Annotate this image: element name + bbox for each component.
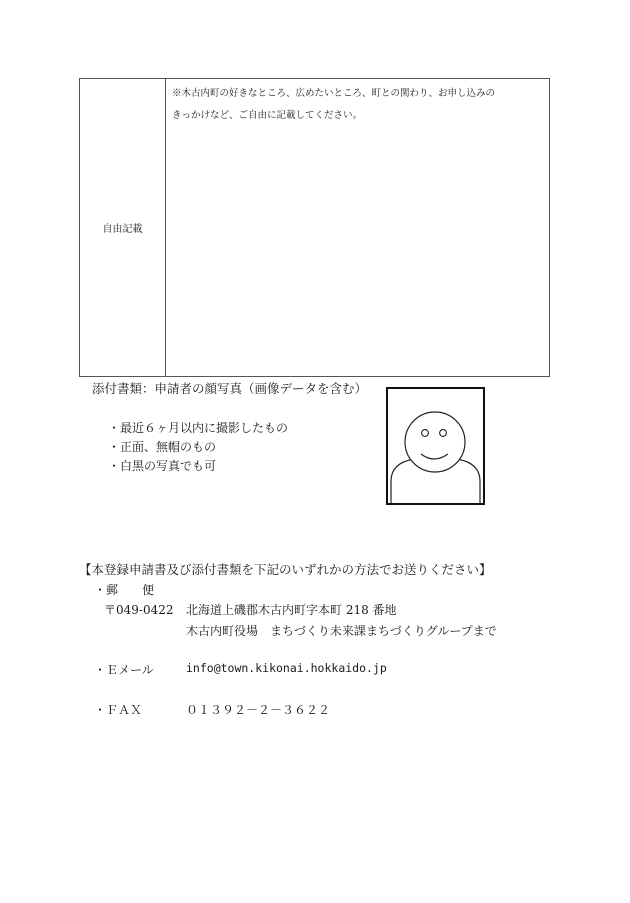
attachment-requirement-item: ・正面、無帽のもの bbox=[108, 440, 217, 454]
face-silhouette-icon bbox=[388, 389, 483, 503]
face-photo-placeholder bbox=[386, 387, 485, 505]
attachment-requirement-item: ・最近６ヶ月以内に撮影したもの bbox=[108, 421, 289, 435]
fax-number: ０１３９２－２－３６２２ bbox=[186, 703, 331, 717]
free-entry-hint-line1: ※木古内町の好きなところ、広めたいところ、町との関わり、お申し込みの bbox=[172, 88, 496, 99]
email-label: ・Ｅメール bbox=[94, 663, 154, 677]
free-entry-label-cell bbox=[80, 79, 166, 376]
email-address-link[interactable]: info@town.kikonai.hokkaido.jp bbox=[186, 661, 387, 675]
address-line2: 木古内町役場 まちづくり未来課まちづくりグループまで bbox=[186, 624, 497, 638]
free-entry-table bbox=[79, 78, 550, 377]
attachment-heading: 添付書類：申請者の顔写真（画像データを含む） bbox=[92, 381, 368, 396]
submission-heading: 【本登録申請書及び添付書類を下記のいずれかの方法でお送りください】 bbox=[79, 562, 492, 577]
fax-label: ・ＦＡＸ bbox=[94, 703, 143, 717]
attachment-requirements-list bbox=[108, 419, 288, 476]
mail-label: ・郵 便 bbox=[94, 583, 155, 597]
free-entry-field[interactable] bbox=[166, 79, 549, 376]
address-line1: 北海道上磯郡木古内町字本町 218 番地 bbox=[186, 603, 397, 617]
free-entry-hint-line2: きっかけなど、ご自由に記載してください。 bbox=[172, 110, 363, 121]
attachment-requirement-item: ・白黒の写真でも可 bbox=[108, 459, 217, 473]
free-entry-label: 自由記載 bbox=[102, 224, 143, 235]
postal-code: 〒049-0422 bbox=[104, 603, 174, 617]
